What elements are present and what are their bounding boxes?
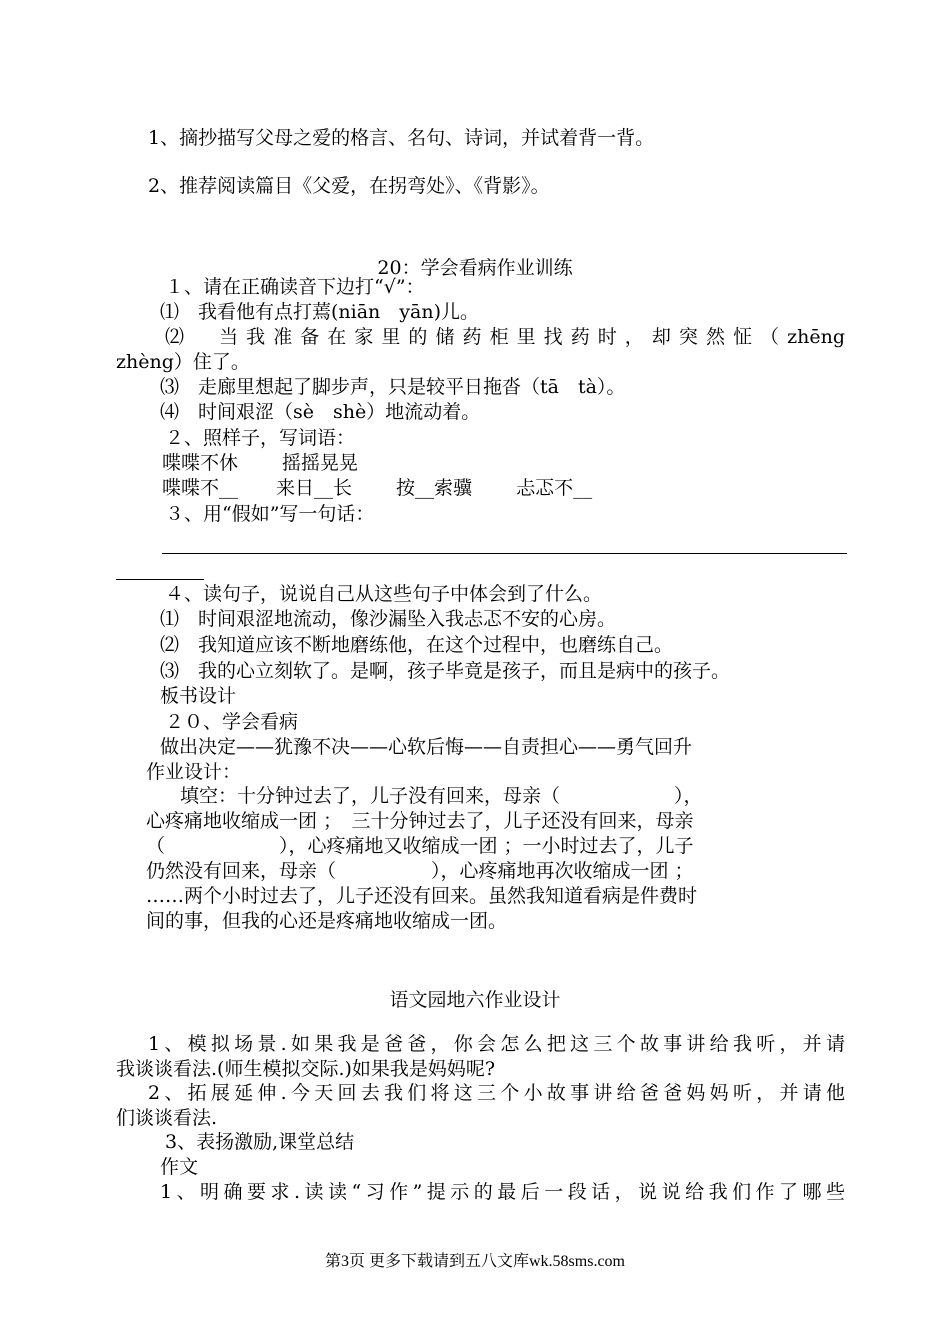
board-title: ２０、学会看病: [165, 711, 299, 733]
q2-heading: ２、照样子，写词语：: [165, 427, 356, 449]
q4-heading: ４、读句子，说说自己从这些句子中体会到了什么。: [165, 583, 603, 605]
intro-item-2: 2、推荐阅读篇目《父爱，在拐弯处》、《背影》。: [148, 175, 550, 197]
homework-line-3: （ ），心疼痛地又收缩成一团 ；一小时过去了，儿子: [146, 835, 694, 857]
garden6-para-2b: 们谈谈看法.: [116, 1107, 218, 1129]
q3-answer-line: [162, 553, 847, 554]
q4-sentence-1: ⑴ 时间艰涩地流动，像沙漏坠入我忐忑不安的心房。: [160, 608, 617, 630]
board-flow: 做出决定——犹豫不决——心软后悔——自责担心——勇气回升: [160, 736, 693, 758]
composition-label: 作文: [160, 1156, 199, 1178]
q1-sentence-1: ⑴ 我看他有点打蔫(niān yān)儿。: [160, 301, 480, 323]
q1-sentence-2b: zhèng）住了。: [116, 351, 250, 373]
q1-sentence-2a: ⑵ 当我准备在家里的储药柜里找药时，却突然怔（zhēng: [165, 326, 845, 348]
q3-heading: ３、用“假如”写一句话：: [165, 503, 375, 525]
q1-sentence-3: ⑶ 走廊里想起了脚步声，只是较平日拖沓（tā tà）。: [160, 376, 626, 398]
q2-blanks: 喋喋不__ 来日__长 按__索骥 忐忑不__: [162, 477, 593, 499]
q1-heading: １、请在正确读音下边打“√”：: [165, 276, 425, 298]
garden6-para-4: 1、明确要求.读读“习作”提示的最后一段话，说说给我们作了哪些: [160, 1181, 845, 1203]
q2-example: 喋喋不休 摇摇晃晃: [162, 452, 359, 474]
page-footer: 第3页 更多下载请到五八文库wk.58sms.com: [324, 1253, 625, 1270]
intro-item-1: 1、摘抄描写父母之爱的格言、名句、诗词，并试着背一背。: [148, 127, 655, 149]
q3-answer-line-cont: [116, 579, 204, 580]
garden6-para-1a: 1、模拟场景.如果我是爸爸，你会怎么把这三个故事讲给我听，并请: [148, 1033, 845, 1055]
garden6-title: 语文园地六作业设计: [389, 989, 561, 1011]
homework-line-4: 仍然没有回来，母亲（ ），心疼痛地再次收缩成一团 ；: [146, 860, 694, 882]
garden6-para-1b: 我谈谈看法.(师生模拟交际.)如果我是妈妈呢?: [116, 1058, 496, 1080]
garden6-para-3: 3、表扬激励,课堂总结: [165, 1131, 355, 1153]
q4-sentence-2: ⑵ 我知道应该不断地磨练他，在这个过程中，也磨练自己。: [160, 634, 674, 656]
lesson20-title: 20：学会看病作业训练: [377, 257, 573, 279]
garden6-para-2a: 2、拓展延伸.今天回去我们将这三个小故事讲给爸爸妈妈听，并请他: [148, 1082, 845, 1104]
q4-sentence-3: ⑶ 我的心立刻软了。是啊，孩子毕竟是孩子，而且是病中的孩子。: [160, 660, 731, 682]
homework-line-6: 间的事，但我的心还是疼痛地收缩成一团。: [146, 910, 508, 932]
homework-label: 作业设计：: [146, 761, 242, 783]
board-label: 板书设计: [160, 685, 237, 707]
homework-line-2: 心疼痛地收缩成一团 ； 三十分钟过去了，儿子还没有回来，母亲: [146, 810, 694, 832]
q1-sentence-4: ⑷ 时间艰涩（sè shè）地流动着。: [160, 401, 481, 423]
homework-line-5: ……两个小时过去了，儿子还没有回来。虽然我知道看病是件费时: [146, 885, 698, 907]
homework-line-1: 填空：十分钟过去了，儿子没有回来，母亲（ ），: [180, 785, 703, 807]
